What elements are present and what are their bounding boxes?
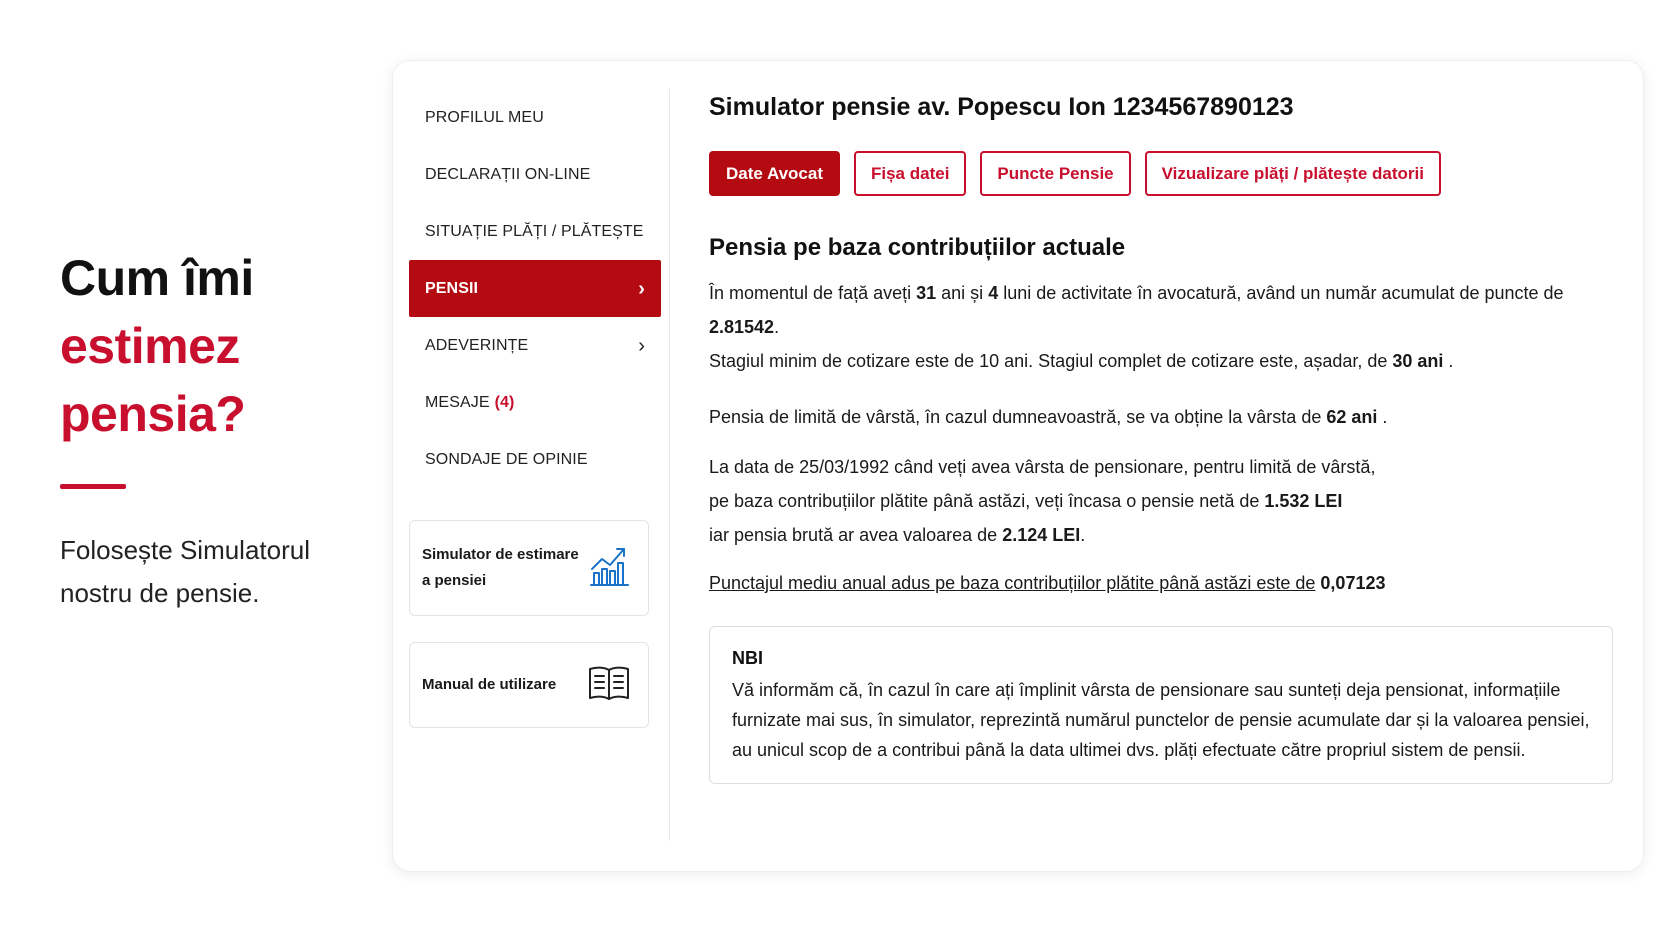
promo-title-line3: pensia? bbox=[60, 386, 246, 442]
sidebar-item-label bbox=[425, 394, 514, 412]
section-title: Pensia pe baza contribuțiilor actuale bbox=[709, 234, 1126, 261]
sidebar-item-mesaje[interactable] bbox=[409, 374, 661, 431]
sidebar-item-label: PENSII bbox=[425, 279, 479, 297]
tab-bar bbox=[709, 151, 1619, 196]
average-score-link[interactable]: Punctajul mediu anual adus pe baza contribuțiilor plătite până astăzi este de bbox=[709, 573, 1316, 593]
chevron-right-icon: › bbox=[638, 334, 645, 357]
tab-vizualizare-plati[interactable]: Vizualizare plăți / plătește datorii bbox=[1145, 151, 1441, 196]
promo-panel bbox=[60, 244, 360, 615]
stage-full: 30 ani bbox=[1392, 351, 1444, 371]
tab-puncte-pensie[interactable]: Puncte Pensie bbox=[980, 151, 1130, 196]
pension-simulator-card[interactable] bbox=[409, 520, 649, 616]
age-limit-text bbox=[709, 400, 1619, 434]
promo-title bbox=[60, 244, 360, 448]
promo-title-line2: estimez bbox=[60, 318, 240, 374]
sidebar-item-pensii[interactable] bbox=[409, 260, 661, 317]
sidebar-item-label: DECLARAȚII ON-LINE bbox=[425, 165, 591, 183]
tab-fisa-datei[interactable]: Fișa datei bbox=[854, 151, 966, 196]
activity-points: 2.81542 bbox=[709, 317, 775, 337]
net-pension-value: 1.532 LEI bbox=[1264, 491, 1343, 511]
nbi-text: Vă informăm că, în cazul în care ați împlinit vârsta de pensionare sau sunteți deja pensionat, informațiile furnizate mai sus, în simulator, reprezintă numărul punctelor de pensie acumulate dar și la valoarea pensiei, au unicul scop de a contribui până la data ultimei dvs. plăți efectuate către propriul sistem de pensii. bbox=[732, 680, 1590, 760]
nbi-notice bbox=[709, 626, 1613, 784]
sidebar-item-label: SONDAJE DE OPINIE bbox=[425, 450, 588, 468]
stage-prefix: Stagiul minim de cotizare este de 10 ani. Stagiul complet de cotizare este, așadar, de bbox=[709, 351, 1393, 371]
pension-simulator-label: Simulator de estimare a pensiei bbox=[422, 546, 579, 589]
estimate-text bbox=[709, 450, 1619, 552]
sidebar-item-declaratii[interactable] bbox=[409, 146, 661, 203]
sidebar-item-label: SITUAȚIE PLĂȚI / PLĂTEȘTE bbox=[425, 222, 644, 240]
tab-date-avocat[interactable]: Date Avocat bbox=[709, 151, 840, 196]
sidebar-item-label: ADEVERINȚE bbox=[425, 336, 529, 354]
activity-months: 4 bbox=[988, 283, 999, 303]
activity-end: . bbox=[774, 317, 780, 337]
average-score-value: 0,07123 bbox=[1320, 573, 1386, 593]
main-content bbox=[709, 93, 1619, 784]
user-manual-label: Manual de utilizare bbox=[422, 676, 557, 693]
activity-suffix: luni de activitate în avocatură, având un număr acumulat de puncte de bbox=[998, 283, 1564, 303]
sidebar-item-sondaje[interactable] bbox=[409, 431, 661, 488]
sidebar-divider bbox=[669, 89, 670, 841]
estimate-line2-prefix: pe baza contribuțiilor plătite până astăzi, veți încasa o pensie netă de bbox=[709, 491, 1265, 511]
user-manual-card[interactable] bbox=[409, 642, 649, 728]
sidebar-item-profil[interactable] bbox=[409, 89, 661, 146]
open-book-icon bbox=[588, 664, 630, 707]
growth-chart-icon bbox=[588, 545, 630, 592]
nbi-title: NBI bbox=[732, 648, 763, 668]
mesaje-label: MESAJE bbox=[425, 393, 490, 411]
activity-text bbox=[709, 276, 1619, 378]
age-limit-prefix: Pensia de limită de vârstă, în cazul dumneavoastră, se va obține la vârsta de bbox=[709, 407, 1327, 427]
estimate-line3-prefix: iar pensia brută ar avea valoarea de bbox=[709, 525, 1003, 545]
sidebar-item-adeverinte[interactable] bbox=[409, 317, 661, 374]
page-title: Simulator pensie av. Popescu Ion 1234567890123 bbox=[709, 93, 1294, 121]
promo-title-line1: Cum îmi bbox=[60, 250, 254, 306]
activity-prefix: În momentul de față aveți bbox=[709, 283, 917, 303]
age-limit-end: . bbox=[1377, 407, 1388, 427]
age-limit-value: 62 ani bbox=[1326, 407, 1378, 427]
app-card bbox=[392, 60, 1644, 872]
sidebar-item-label: PROFILUL MEU bbox=[425, 108, 544, 126]
activity-years: 31 bbox=[916, 283, 937, 303]
estimate-line1: La data de 25/03/1992 când veți avea vârsta de pensionare, pentru limită de vârstă, bbox=[709, 457, 1376, 477]
chevron-right-icon: › bbox=[638, 277, 645, 300]
promo-divider bbox=[60, 484, 126, 489]
estimate-line3-end: . bbox=[1080, 525, 1086, 545]
gross-pension-value: 2.124 LEI bbox=[1002, 525, 1081, 545]
unread-count-badge: (4) bbox=[494, 393, 515, 411]
sidebar-item-situatie-plati[interactable] bbox=[409, 203, 661, 260]
promo-description: Folosește Simulatorul nostru de pensie. bbox=[60, 535, 310, 608]
average-score-text bbox=[709, 566, 1619, 600]
stage-end: . bbox=[1443, 351, 1454, 371]
sidebar bbox=[409, 89, 661, 728]
activity-mid: ani și bbox=[936, 283, 989, 303]
